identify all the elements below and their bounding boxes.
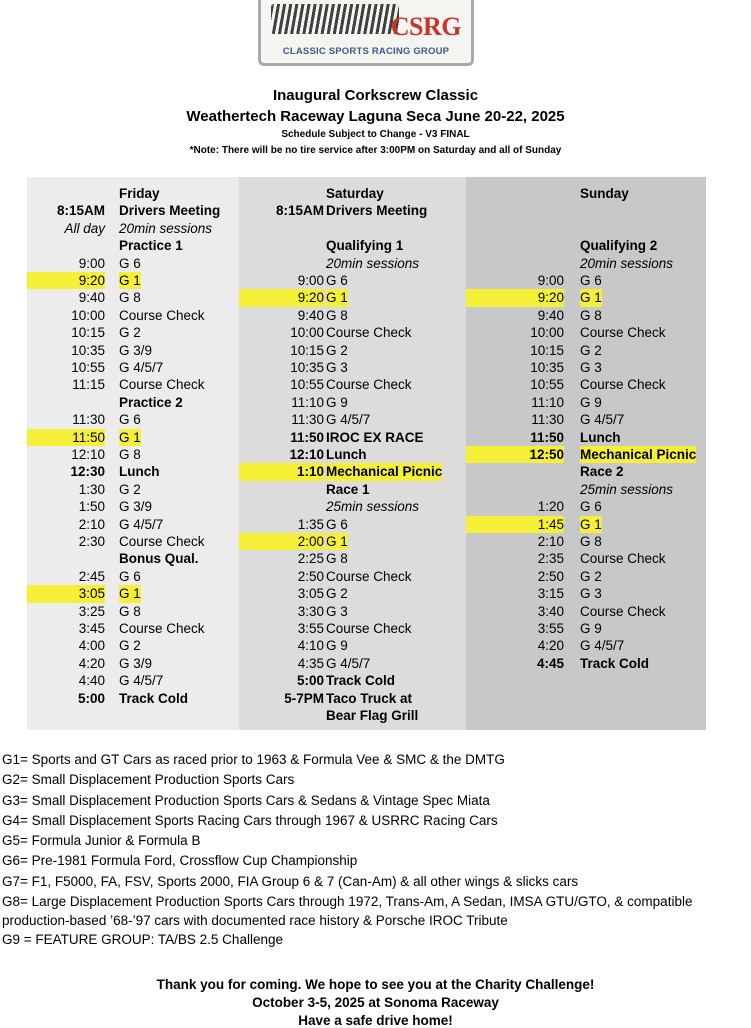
schedule-row	[466, 481, 706, 498]
session-description: 25min sessions	[326, 499, 420, 515]
session-description: G 1	[580, 516, 602, 532]
session-time: 1:30	[78, 481, 105, 497]
session-description: Race 2	[580, 464, 624, 480]
session-description: G 2	[119, 325, 141, 341]
session-time: 12:10	[289, 447, 324, 462]
session-description: Track Cold	[580, 655, 650, 671]
session-description: Course Check	[119, 307, 205, 323]
session-time: 8:15AM	[56, 203, 105, 219]
schedule-table	[27, 177, 706, 730]
schedule-row	[466, 376, 706, 393]
schedule-row	[239, 672, 466, 689]
session-time: 4:20	[78, 655, 105, 671]
schedule-row	[466, 185, 706, 202]
session-description: 20min sessions	[326, 255, 420, 271]
schedule-row	[466, 516, 706, 533]
session-description: 25min sessions	[580, 481, 674, 497]
session-description: G 8	[326, 551, 348, 567]
session-time: 10:15	[290, 342, 324, 358]
session-description: Mechanical Picnic	[326, 464, 443, 480]
session-time: 10:00	[290, 325, 324, 341]
event-venue: Weathertech Raceway Laguna Seca June 20-22, 2025	[186, 108, 565, 125]
session-time: 10:15	[530, 342, 564, 358]
session-description: G 6	[326, 273, 348, 288]
session-description: G 3	[580, 586, 602, 602]
session-description: Course Check	[326, 377, 412, 393]
schedule-row	[27, 237, 239, 254]
session-description: Bear Flag Grill	[326, 708, 419, 723]
schedule-row	[239, 324, 466, 341]
session-time: 9:00	[78, 255, 105, 271]
session-description: Taco Truck at	[326, 690, 413, 706]
legend-item: G4= Small Displacement Sports Racing Cars through 1967 & USRRC Racing Cars	[2, 812, 498, 828]
session-time: 4:10	[297, 638, 324, 654]
schedule-row	[27, 603, 239, 620]
legend-item: G6= Pre-1981 Formula Ford, Crossflow Cup Championship	[2, 853, 358, 869]
schedule-row	[239, 376, 466, 393]
session-time: 9:40	[537, 307, 564, 323]
session-description: Sunday	[580, 186, 629, 201]
footer-safe-drive: Have a safe drive home!	[298, 1013, 453, 1028]
legend-item: G5= Formula Junior & Formula B	[2, 833, 201, 849]
schedule-row	[27, 516, 239, 533]
session-time: 3:05	[297, 586, 324, 602]
schedule-row	[27, 394, 239, 411]
session-description: G 3	[580, 360, 602, 375]
session-description: G 4/5/7	[326, 655, 371, 671]
schedule-row	[27, 411, 239, 428]
sunday-column	[466, 177, 706, 730]
session-time: 11:30	[531, 412, 564, 428]
session-time: 2:50	[537, 568, 564, 584]
schedule-row	[27, 342, 239, 359]
schedule-row	[27, 568, 239, 585]
session-description: G 2	[326, 586, 348, 602]
footer-next-event: October 3-5, 2025 at Sonoma Raceway	[252, 995, 499, 1010]
session-description: G 9	[326, 394, 348, 410]
session-description: G 6	[326, 516, 348, 532]
session-description: G 2	[119, 481, 141, 497]
schedule-row	[239, 185, 466, 202]
schedule-row	[239, 550, 466, 567]
session-description: G 1	[580, 290, 602, 306]
schedule-row	[466, 533, 706, 550]
schedule-row	[466, 446, 706, 463]
schedule-row	[239, 655, 466, 672]
session-description: G 1	[326, 534, 348, 549]
session-time: All day	[64, 220, 105, 236]
schedule-row	[466, 550, 706, 567]
footer-thanks: Thank you for coming. We hope to see you at the Charity Challenge!	[156, 977, 595, 992]
schedule-row	[466, 411, 706, 428]
session-time: 1:45	[466, 516, 564, 533]
schedule-row	[27, 620, 239, 637]
session-description: Course Check	[119, 377, 205, 393]
schedule-row	[239, 272, 466, 289]
schedule-row	[27, 185, 239, 202]
session-time: 10:55	[71, 360, 105, 375]
schedule-row	[466, 394, 706, 411]
session-description: Lunch	[326, 447, 367, 462]
schedule-row	[27, 481, 239, 498]
saturday-column	[239, 177, 466, 730]
legend-item: G9 = FEATURE GROUP: TA/BS 2.5 Challenge	[2, 932, 283, 948]
schedule-row	[466, 429, 706, 446]
session-time: 11:30	[291, 412, 324, 428]
schedule-row	[466, 342, 706, 359]
schedule-row	[27, 446, 239, 463]
schedule-subject-note: Schedule Subject to Change - V3 FINAL	[281, 129, 470, 140]
session-description: G 4/5/7	[580, 412, 625, 428]
session-description: G 8	[580, 307, 602, 323]
schedule-row	[27, 498, 239, 515]
session-description: Practice 1	[119, 238, 183, 254]
session-time: 3:55	[297, 621, 324, 636]
schedule-row	[27, 359, 239, 376]
session-time: 10:35	[530, 360, 564, 375]
session-description: G 3	[326, 360, 348, 375]
session-time: 11:30	[72, 412, 105, 428]
session-description: IROC EX RACE	[326, 429, 424, 445]
schedule-row	[466, 255, 706, 272]
session-time: 1:10	[239, 463, 324, 480]
session-time: 11:50	[290, 429, 324, 445]
session-time: 3:15	[537, 586, 564, 602]
schedule-row	[27, 289, 239, 306]
session-time: 3:05	[27, 585, 105, 602]
schedule-row	[239, 307, 466, 324]
session-description: G 3/9	[119, 655, 153, 671]
session-description: Course Check	[580, 603, 666, 619]
session-description: Drivers Meeting	[119, 203, 221, 219]
schedule-row	[239, 707, 466, 724]
legend-item: G8= Large Displacement Production Sports Cars through 1972, Trans-Am, A Sedan, IMSA GTU/GTO, & compatible production-based ’68-’97 cars with documented race history & Porsche IROC Tribute	[2, 894, 693, 929]
session-description: Course Check	[580, 551, 666, 567]
session-description: G 6	[580, 273, 602, 288]
session-time: 4:40	[78, 673, 105, 689]
session-time: 3:45	[78, 621, 105, 636]
schedule-row	[27, 272, 239, 289]
schedule-row	[239, 585, 466, 602]
session-time: 4:20	[537, 638, 564, 654]
session-description: G 8	[326, 307, 348, 323]
schedule-row	[239, 446, 466, 463]
session-description: G 1	[119, 586, 141, 602]
session-description: G 6	[119, 255, 141, 271]
session-time: 10:00	[71, 307, 105, 323]
session-time: 2:25	[297, 551, 324, 567]
session-description: Track Cold	[326, 673, 396, 689]
session-time: 1:35	[297, 516, 324, 532]
session-time: 12:50	[466, 446, 564, 463]
schedule-row	[466, 585, 706, 602]
session-description: G 9	[580, 394, 602, 410]
session-time: 11:10	[531, 394, 564, 410]
session-time: 2:50	[297, 568, 324, 584]
session-time: 8:15AM	[275, 203, 324, 219]
schedule-row	[239, 498, 466, 515]
session-time: 3:40	[537, 603, 564, 619]
schedule-row	[466, 603, 706, 620]
session-time: 9:00	[297, 273, 324, 288]
session-description: Course Check	[326, 325, 412, 341]
session-time: 1:50	[78, 499, 105, 515]
session-time: 4:00	[78, 638, 105, 654]
session-description: Qualifying 1	[326, 238, 404, 254]
session-description: Bonus Qual.	[119, 551, 199, 567]
session-time: 10:35	[71, 342, 105, 358]
schedule-row	[27, 672, 239, 689]
schedule-row	[27, 202, 239, 219]
session-time: 3:25	[78, 603, 105, 619]
session-time: 10:00	[530, 325, 564, 341]
schedule-row	[27, 550, 239, 567]
session-time: 2:35	[537, 551, 564, 567]
group-legend	[2, 750, 751, 950]
schedule-row	[239, 516, 466, 533]
schedule-row	[239, 342, 466, 359]
session-time: 2:10	[78, 516, 105, 532]
session-time: 2:00	[239, 533, 324, 550]
schedule-row	[27, 585, 239, 602]
session-description: Lunch	[119, 464, 160, 480]
schedule-row	[239, 568, 466, 585]
schedule-row	[466, 655, 706, 672]
event-title: Inaugural Corkscrew Classic	[272, 87, 479, 104]
session-description: G 8	[119, 603, 141, 619]
session-description: G 3/9	[119, 499, 153, 515]
schedule-row	[27, 324, 239, 341]
schedule-row	[239, 637, 466, 654]
session-time: 3:30	[297, 603, 324, 619]
session-description: G 4/5/7	[580, 638, 625, 654]
session-description: G 6	[119, 412, 141, 428]
schedule-row	[466, 359, 706, 376]
session-description: G 1	[119, 429, 141, 445]
schedule-row	[466, 324, 706, 341]
session-time: 10:35	[290, 360, 324, 375]
session-time: 1:20	[537, 499, 564, 515]
schedule-row	[466, 237, 706, 254]
session-time: 4:35	[297, 655, 324, 671]
schedule-row	[466, 498, 706, 515]
session-time: 10:55	[290, 377, 324, 393]
schedule-row	[27, 463, 239, 480]
legend-item: G1= Sports and GT Cars as raced prior to 1963 & Formula Vee & SMC & the DMTG	[2, 752, 505, 767]
legend-item: G3= Small Displacement Production Sports Cars & Sedans & Vintage Spec Miata	[2, 792, 490, 808]
schedule-row	[27, 376, 239, 393]
session-time: 9:20	[27, 272, 105, 289]
legend-item: G2= Small Displacement Production Sports Cars	[2, 772, 295, 788]
session-time: 5:00	[296, 673, 324, 689]
session-time: 11:10	[291, 394, 324, 410]
session-time: 9:00	[537, 273, 564, 288]
session-description: G 2	[580, 342, 602, 358]
session-time: 11:15	[72, 377, 105, 393]
session-description: Track Cold	[119, 690, 189, 706]
session-description: 20min sessions	[119, 220, 213, 236]
schedule-row	[239, 202, 466, 219]
schedule-row	[239, 620, 466, 637]
session-description: G 2	[580, 568, 602, 584]
session-description: Saturday	[326, 186, 384, 201]
session-time: 2:45	[78, 568, 105, 584]
schedule-row	[239, 255, 466, 272]
session-time: 11:50	[530, 429, 564, 445]
session-description: G 3	[326, 603, 348, 619]
schedule-row	[239, 463, 466, 480]
schedule-row	[239, 481, 466, 498]
session-description: Course Check	[580, 377, 666, 393]
session-time: 12:10	[71, 447, 105, 462]
schedule-row	[27, 255, 239, 272]
session-description: 20min sessions	[580, 255, 674, 271]
legend-item: G7= F1, F5000, FA, FSV, Sports 2000, FIA Group 6 & 7 (Can-Am) & all other wings & slicks cars	[2, 873, 579, 889]
session-description: Practice 2	[119, 394, 183, 410]
session-time: 10:55	[530, 377, 564, 393]
session-description: G 3/9	[119, 342, 153, 358]
session-description: Course Check	[326, 568, 412, 584]
session-description: Lunch	[580, 429, 621, 445]
schedule-row	[239, 429, 466, 446]
session-description: Course Check	[580, 325, 666, 341]
session-description: Friday	[119, 186, 160, 201]
session-time: 9:20	[239, 289, 324, 306]
logo-mark: CSRG	[390, 12, 461, 41]
schedule-row	[239, 411, 466, 428]
session-description: Race 1	[326, 481, 370, 497]
session-time: 2:30	[78, 534, 105, 549]
session-description: G 4/5/7	[119, 673, 164, 689]
schedule-row	[27, 637, 239, 654]
session-description: Qualifying 2	[580, 238, 658, 254]
schedule-row	[27, 220, 239, 237]
session-description: G 9	[326, 638, 348, 654]
schedule-row	[239, 533, 466, 550]
session-description: Drivers Meeting	[326, 203, 428, 219]
session-description: Course Check	[326, 621, 412, 636]
schedule-row	[466, 568, 706, 585]
tire-service-note: *Note: There will be no tire service after 3:00PM on Saturday and all of Sunday	[189, 145, 562, 156]
schedule-row	[239, 690, 466, 707]
schedule-row	[27, 655, 239, 672]
schedule-row	[466, 620, 706, 637]
schedule-row	[466, 307, 706, 324]
session-time: 10:15	[71, 325, 105, 341]
schedule-row	[27, 429, 239, 446]
session-description: Mechanical Picnic	[580, 447, 697, 462]
session-time: 3:55	[537, 621, 564, 636]
csrg-logo	[258, 0, 474, 66]
schedule-row	[239, 289, 466, 306]
session-time: 12:30	[70, 464, 105, 480]
session-time: 9:40	[78, 290, 105, 306]
session-time: 5:00	[77, 690, 105, 706]
session-description: G 8	[580, 534, 602, 549]
schedule-row	[466, 637, 706, 654]
session-description: Course Check	[119, 621, 205, 636]
session-description: G 6	[580, 499, 602, 515]
session-description: G 4/5/7	[119, 516, 164, 532]
session-description: Course Check	[119, 534, 205, 549]
session-description: G 8	[119, 290, 141, 306]
logo-subtitle: CLASSIC SPORTS RACING GROUP	[282, 46, 450, 57]
schedule-row	[239, 237, 466, 254]
session-description: G 2	[119, 638, 141, 654]
session-description: G 1	[119, 273, 141, 288]
session-time: 4:45	[536, 655, 564, 671]
schedule-row	[27, 307, 239, 324]
schedule-row	[239, 603, 466, 620]
friday-column	[27, 177, 239, 730]
session-description: G 1	[326, 290, 348, 306]
session-time: 2:10	[537, 534, 564, 549]
session-description: G 9	[580, 621, 602, 636]
session-description: G 4/5/7	[119, 360, 164, 375]
schedule-row	[466, 272, 706, 289]
session-time: 9:20	[466, 289, 564, 306]
session-time: 11:50	[27, 429, 105, 446]
session-description: G 2	[326, 342, 348, 358]
schedule-row	[239, 394, 466, 411]
schedule-row	[466, 463, 706, 480]
session-time: 5-7PM	[284, 690, 324, 706]
schedule-row	[27, 690, 239, 707]
tire-tread-graphic	[271, 4, 399, 34]
session-description: G 4/5/7	[326, 412, 371, 428]
session-time: 9:40	[297, 307, 324, 323]
schedule-row	[466, 289, 706, 306]
schedule-row	[27, 533, 239, 550]
schedule-row	[239, 359, 466, 376]
session-description: G 6	[119, 568, 141, 584]
session-description: G 8	[119, 447, 141, 462]
